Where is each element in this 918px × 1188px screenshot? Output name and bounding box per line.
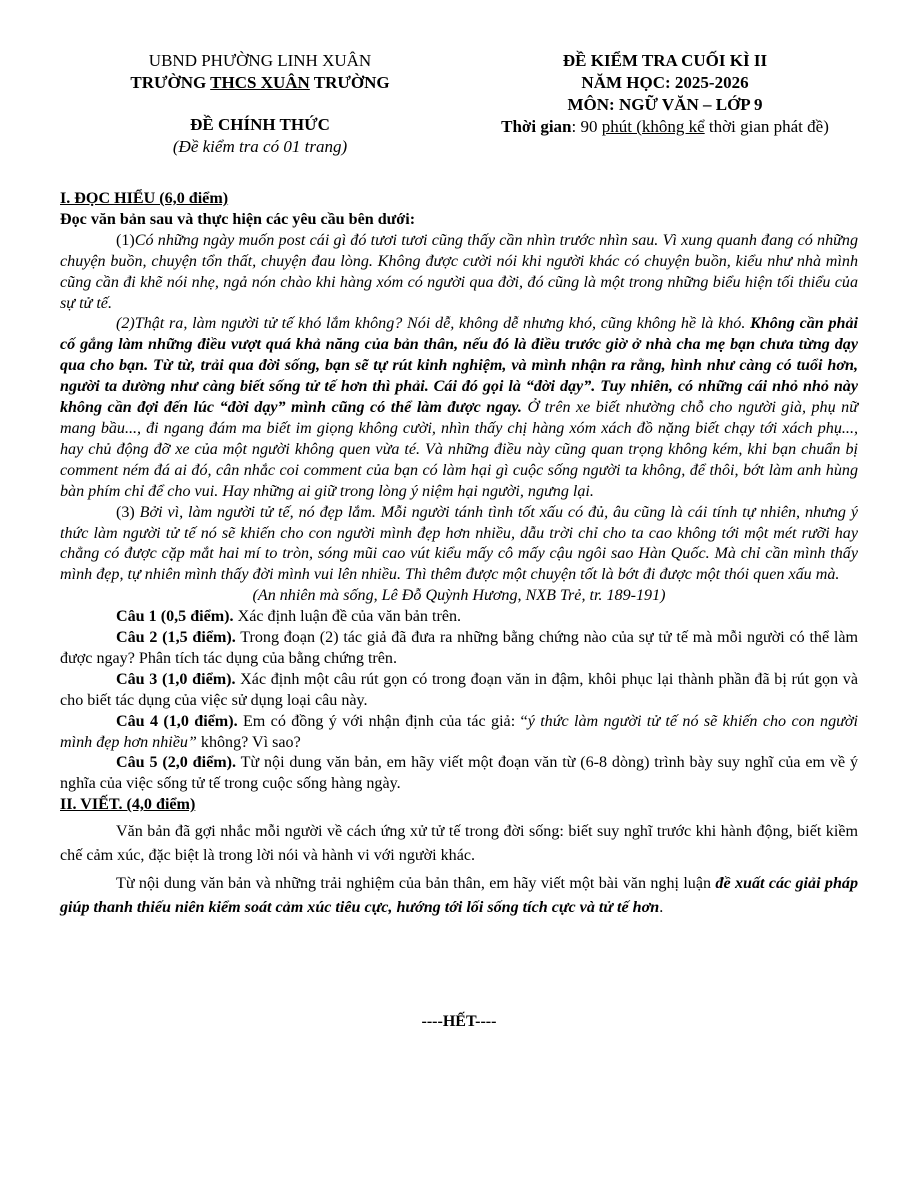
school-name: TRƯỜNG THCS XUÂN TRƯỜNG	[130, 73, 390, 92]
end-marker: ----HẾT----	[421, 1013, 497, 1030]
subject: MÔN: NGỮ VĂN – LỚP 9	[567, 95, 763, 114]
question-5: Câu 5 (2,0 điểm). Từ nội dung văn bản, em hãy viết một đoạn văn từ (6-8 dòng) trình bày suy nghĩ của em về ý nghĩa của việc sống tử tế trong cuộc sống hàng ngày.	[60, 754, 858, 793]
question-2: Câu 2 (1,5 điểm). Trong đoạn (2) tác giả đã đưa ra những bằng chứng nào của sự tử tế mà mỗi người có thể làm được ngay? Phân tích tác dụng của bằng chứng trên.	[60, 629, 858, 667]
exam-header	[455, 50, 875, 138]
passage-paragraph-2: (2)Thật ra, làm người tử tế khó lắm không? Nói dễ, không dễ nhưng khó, cũng không hề là khó. Không cần phải cố gắng làm những điều vượt quá khả năng của bản thân, nếu đó là điều trước giờ ở nhà cha mẹ bạn chưa từng dạy qua cho bạn. Từ từ, trải qua đời sống, bạn sẽ tự rút kinh nghiệm, và mình nhận ra rằng, hình như càng có tuổi hơn, người ta dường như càng biết sống tử tế hơn thì phải. Cái đó gọi là “đời dạy”. Tuy nhiên, có những cái nhỏ nhỏ này không cần đợi đến lúc “đời dạy” mình cũng có thể làm được ngay. Ở trên xe biết nhường chỗ cho người già, phụ nữ mang bầu..., đi ngang đám ma biết im giọng không cười, nhìn thấy chị hàng xóm xách đồ nặng biết chạy tới xách phụ..., hay chủ động đỡ xe của một người không quen vừa té. Và những điều này cũng quan trọng không kém, khi bạn chuẩn bị comment ném đá ai đó, cân nhắc coi comment của bạn có làm hại gì cuộc sống người ta không, để thôi, bớt làm anh hùng bàn phím chỉ để cho vui. Hay những ai giữ trong lòng ý niệm hại người, ngưng lại.	[60, 315, 858, 500]
passage-source: (An nhiên mà sống, Lê Đỗ Quỳnh Hương, NXB Trẻ, tr. 189-191)	[252, 587, 666, 605]
school-year: NĂM HỌC: 2025-2026	[581, 73, 749, 92]
time-allowed: Thời gian: 90 phút (không kể thời gian phát đề)	[501, 117, 829, 136]
question-4: Câu 4 (1,0 điểm). Em có đồng ý với nhận định của tác giả: “ý thức làm người tử tế nó sẽ khiến cho con người mình đẹp hơn nhiều” không? Vì sao?	[60, 712, 858, 751]
question-1: Câu 1 (0,5 điểm). Xác định luận đề của văn bản trên.	[116, 608, 462, 626]
school-header	[60, 50, 460, 158]
page-count-note: (Đề kiểm tra có 01 trang)	[172, 137, 348, 156]
section-writing-title: II. VIẾT. (4,0 điểm)	[60, 796, 196, 814]
writing-prompt: Từ nội dung văn bản và những trải nghiệm của bản thân, em hãy viết một bài văn nghị luận đề xuất các giải pháp giúp thanh thiếu niên kiểm soát cảm xúc tiêu cực, hướng tới lối sống tích cực và tử tế hơn.	[60, 875, 858, 917]
exam-body	[60, 189, 858, 920]
district-name: UBND PHƯỜNG LINH XUÂN	[148, 51, 372, 70]
exam-title: ĐỀ KIỂM TRA CUỐI KÌ II	[562, 51, 768, 70]
reading-instruction: Đọc văn bản sau và thực hiện các yêu cầu bên dưới:	[60, 210, 416, 228]
passage-paragraph-1: (1)Có những ngày muốn post cái gì đó tươi tươi cũng thấy cần nhìn trước nhìn sau. Vì xung quanh đang có những chuyện buồn, chuyện tổn thất, chuyện đau lòng. Không được cười nói khi người khác có chuyện buồn, kiểu như nhà mình cũng cần đi khẽ nói nhẹ, ngả nón chào khi hàng xóm có người qua đời, đó cũng là một trong những biểu hiện tối thiểu của sự tử tế.	[60, 231, 858, 312]
writing-context: Văn bản đã gợi nhắc mỗi người về cách ứng xử tử tế trong đời sống: biết suy nghĩ trước khi hành động, biết kiềm chế cảm xúc, đặc biệt là trong lời nói và hành vi với người khác.	[60, 823, 858, 865]
official-label: ĐỀ CHÍNH THỨC	[190, 115, 330, 134]
question-3: Câu 3 (1,0 điểm). Xác định một câu rút gọn có trong đoạn văn in đậm, khôi phục lại thành phần đã bị rút gọn và cho biết tác dụng của việc sử dụng loại câu này.	[60, 670, 858, 709]
section-reading-title: I. ĐỌC HIỂU (6,0 điểm)	[60, 190, 229, 207]
passage-paragraph-3: (3) Bởi vì, làm người tử tế, nó đẹp lắm. Mỗi người tánh tình tốt xấu có đủ, âu cũng là cái tính tự nhiên, nhưng ý thức làm người tử tế nó sẽ khiến cho con người mình đẹp hơn nhiều, dẫu trời chỉ cho ta cao không tới một mét rưỡi hay chẳng có được cặp mắt hai mí to tròn, sóng mũi cao vút kiểu mấy cô mấy cậu ngôi sao Hàn Quốc. Mà chỉ cần mình thấy mình đẹp, tự nhiên mình thấy đời mình vui lên nhiều. Thì thêm được một chuyện tốt là bớt đi được một thói quen xấu mà.	[60, 503, 858, 584]
